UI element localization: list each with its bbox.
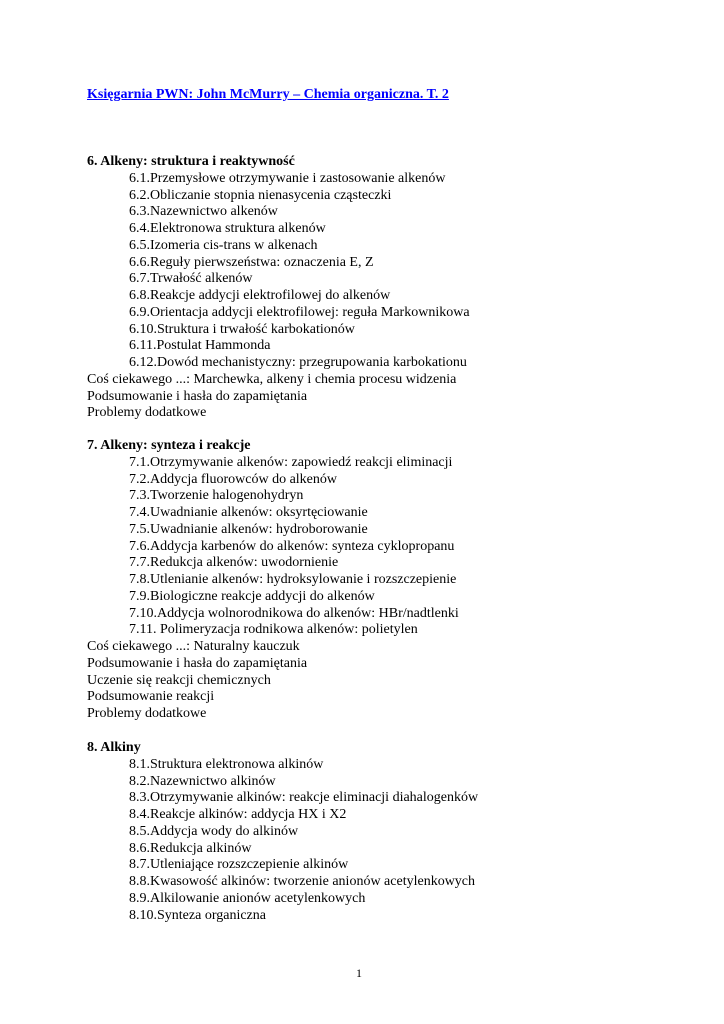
toc-extra-item: Uczenie się reakcji chemicznych — [87, 672, 271, 688]
chapter-7-section — [87, 438, 459, 723]
toc-subsection-item: 6.5.Izomeria cis-trans w alkenach — [129, 237, 318, 253]
toc-subsection-item: 7.4.Uwadnianie alkenów: oksyrtęciowanie — [129, 505, 368, 520]
toc-extra-item: Problemy dodatkowe — [87, 706, 207, 721]
toc-extra-item: Podsumowanie reakcji — [87, 689, 215, 705]
toc-subsection-item: 6.8.Reakcje addycji elektrofilowej do alkenów — [129, 288, 391, 303]
page-number: 1 — [356, 966, 362, 980]
chapter-heading: 7. Alkeny: synteza i reakcje — [87, 438, 251, 453]
toc-subsection-item: 6.3.Nazewnictwo alkenów — [129, 204, 278, 220]
toc-subsection-item: 8.6.Redukcja alkinów — [129, 840, 252, 856]
toc-extra-item: Coś ciekawego ...: Marchewka, alkeny i chemia procesu widzenia — [87, 371, 457, 387]
toc-extra-item: Podsumowanie i hasła do zapamiętania — [87, 655, 308, 671]
chapter-6-section — [87, 154, 470, 422]
toc-subsection-item: 7.6.Addycja karbenów do alkenów: synteza cyklopropanu — [129, 538, 455, 554]
toc-subsection-item: 8.8.Kwasowość alkinów: tworzenie anionów acetylenkowych — [129, 874, 476, 889]
toc-subsection-item: 8.1.Struktura elektronowa alkinów — [129, 756, 324, 772]
toc-subsection-item: 7.2.Addycja fluorowców do alkenów — [129, 471, 338, 487]
toc-subsection-item: 8.3.Otrzymywanie alkinów: reakcje eliminacji diahalogenków — [129, 790, 479, 806]
toc-subsection-item: 7.9.Biologiczne reakcje addycji do alkenów — [129, 588, 375, 604]
toc-subsection-item: 7.1.Otrzymywanie alkenów: zapowiedź reakcji eliminacji — [129, 454, 453, 470]
chapter-8-section — [87, 740, 478, 924]
toc-subsection-item: 6.7.Trwałość alkenów — [129, 271, 253, 287]
toc-subsection-item: 7.11. Polimeryzacja rodnikowa alkenów: polietylen — [129, 622, 418, 638]
toc-subsection-item: 7.8.Utlenianie alkenów: hydroksylowanie i rozszczepienie — [129, 572, 457, 587]
toc-subsection-item: 6.1.Przemysłowe otrzymywanie i zastosowanie alkenów — [129, 170, 446, 186]
toc-subsection-item: 7.3.Tworzenie halogenohydryn — [129, 488, 304, 504]
toc-subsection-item: 7.5.Uwadnianie alkenów: hydroborowanie — [129, 521, 368, 537]
toc-subsection-item: 6.4.Elektronowa struktura alkenów — [129, 221, 326, 236]
toc-extra-item: Podsumowanie i hasła do zapamiętania — [87, 388, 308, 404]
chapter-heading: 8. Alkiny — [87, 740, 141, 755]
toc-subsection-item: 7.7.Redukcja alkenów: uwodornienie — [129, 555, 339, 571]
toc-subsection-item: 6.9.Orientacja addycji elektrofilowej: reguła Markownikowa — [129, 304, 470, 320]
toc-subsection-item: 8.9.Alkilowanie anionów acetylenkowych — [129, 890, 366, 906]
toc-subsection-item: 8.5.Addycja wody do alkinów — [129, 823, 299, 839]
toc-subsection-item: 8.7.Utleniające rozszczepienie alkinów — [129, 857, 349, 873]
toc-subsection-item: 8.2.Nazewnictwo alkinów — [129, 773, 276, 789]
toc-extra-item: Coś ciekawego ...: Naturalny kauczuk — [87, 639, 300, 654]
toc-subsection-item: 6.10.Struktura i trwałość karbokationów — [129, 321, 355, 337]
chapter-heading: 6. Alkeny: struktura i reaktywność — [87, 154, 295, 169]
toc-subsection-item: 6.11.Postulat Hammonda — [129, 338, 271, 354]
toc-subsection-item: 6.6.Reguły pierwszeństwa: oznaczenia E, Z — [129, 254, 374, 270]
toc-extra-item: Problemy dodatkowe — [87, 405, 207, 421]
toc-subsection-item: 6.2.Obliczanie stopnia nienasycenia cząsteczki — [129, 187, 392, 203]
toc-subsection-item: 8.4.Reakcje alkinów: addycja HX i X2 — [129, 807, 347, 822]
toc-subsection-item: 8.10.Synteza organiczna — [129, 907, 266, 923]
toc-subsection-item: 7.10.Addycja wolnorodnikowa do alkenów: HBr/nadtlenki — [129, 605, 459, 621]
toc-subsection-item: 6.12.Dowód mechanistyczny: przegrupowania karbokationu — [129, 355, 467, 370]
book-title-link[interactable]: Księgarnia PWN: John McMurry – Chemia organiczna. T. 2 — [87, 87, 449, 102]
